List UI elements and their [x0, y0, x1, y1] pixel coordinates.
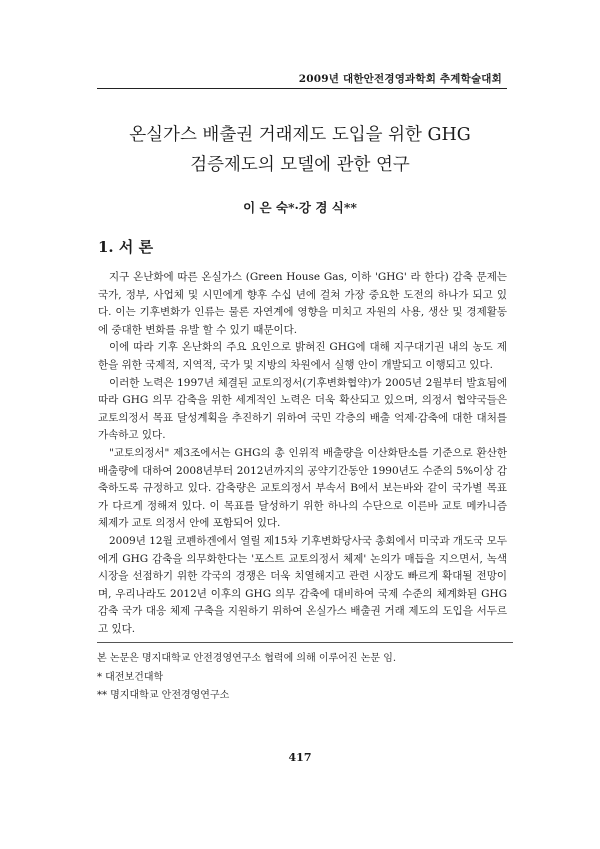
header-rule — [97, 88, 507, 89]
footnote-affiliation-1: * 대전보건대학 — [97, 671, 164, 683]
paper-title-line-2: 검증제도의 모델에 관한 연구 — [190, 155, 410, 175]
section-heading-introduction: 1. 서 론 — [98, 238, 154, 256]
paragraph: 2009년 12월 코펜하겐에서 열릴 제15차 기후변화당사국 총회에서 미국과 개도국 모두에게 GHG 감축을 의무화한다는 '포스트 교토의정서 체제' 논의가 매듭을 지으면서, 녹색시장을 선점하기 위한 각국의 경쟁은 더욱 치열해지고 관련 시장도 빠르게 확대될 전망이며, 우리나라도 2012년 이후의 GHG 의무 감축에 대비하여 국제 수준의 체계화된 GHG 감축 국가 대응 체제 구축을 지원하기 위하여 온실가스 배출권 거래 제도의 도입을 서두르고 있다. — [98, 534, 507, 635]
paragraph: "교토의정서" 제3조에서는 GHG의 총 인위적 배출량을 이산화탄소를 기준으로 환산한 배출량에 대하여 2008년부터 2012년까지의 공약기간동안 1990년도 수준의 5%이상 감축하도록 규정하고 있다. 감축량은 교토의정서 부속서 B에서 보는바와 같이 국가별 목표가 다르게 정해져 있다. 이 목표를 달성하기 위한 하나의 수단으로 이른바 교토 메카니즘 체제가 교토 의정서 안에 포함되어 있다. — [98, 446, 507, 530]
conference-header: 2009년 대한안전경영과학회 추계학술대회 — [298, 73, 502, 85]
footnote-acknowledgement: 본 논문은 명지대학교 안전경영연구소 협력에 의해 이루어진 논문 임. — [97, 653, 397, 664]
author-list: 이 은 숙*·강 경 식** — [243, 200, 357, 215]
paragraph: 이에 따라 기후 온난화의 주요 요인으로 밝혀진 GHG에 대해 지구대기권 내의 농도 제한을 위한 국제적, 지역적, 국가 및 지방의 차원에서 실행 안이 개발되고 이행되고 있다. — [98, 341, 507, 371]
paragraph: 지구 온난화에 따른 온실가스 (Green House Gas, 이하 'GHG' 라 한다) 감축 문제는 국가, 정부, 사업체 및 시민에게 향후 수십 년에 걸쳐 가장 중요한 도전의 하나가 되고 있다. 이는 기후변화가 인류는 물론 자연계에 영향을 미치고 자원의 사용, 생산 및 경제활동에 중대한 변화를 유발 할 수 있기 때문이다. — [98, 271, 507, 336]
footnotes — [97, 650, 396, 706]
introduction-body — [98, 269, 507, 638]
footnote-rule — [97, 642, 513, 643]
paper-title-line-1: 온실가스 배출권 거래제도 도입을 위한 GHG — [129, 125, 471, 145]
page-number: 417 — [288, 751, 312, 764]
paragraph: 이러한 노력은 1997년 체결된 교토의정서(기후변화협약)가 2005년 2월부터 발효됨에 따라 GHG 의무 감축을 위한 세계적인 노력은 더욱 확산되고 있으며, 의정서 협약국들은 교토의정서 목표 달성계획을 추진하기 위하여 국민 각층의 배출 억제·감축에 대한 대처를 가속하고 있다. — [98, 376, 507, 442]
footnote-affiliation-2: ** 명지대학교 안전경영연구소 — [97, 690, 230, 701]
paper-title — [90, 120, 510, 180]
